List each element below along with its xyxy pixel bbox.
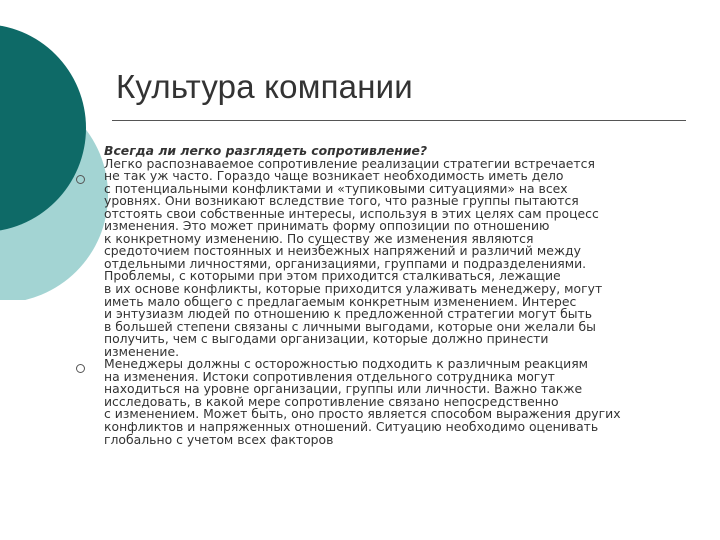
- slide-title: Культура компании: [116, 68, 413, 105]
- item-text: Менеджеры должны с осторожностью подходить к различным реакциям на изменения. Истоки сопротивления отдельного сотрудника могут находиться на уровне организации, группы или личности. Важно также исследовать, в какой мере сопротивление связано непосредственно с изменением. Может быть, оно просто является способом выражения других конфликтов и напряженных отношений. Ситуацию необходимо оценивать глобально с учетом всех факторов: [104, 356, 621, 447]
- item-text: Легко распознаваемое сопротивление реализации стратегии встречается не так уж часто. Гораздо чаще возникает необходимость иметь дело с потенциальными конфликтами и «тупиковыми ситуациями» на всех уровнях. Они возникают вследствие того, что разные группы пытаются отстоять свои собственные интересы, используя в этих целях сам процесс изменения. Это может принимать форму оппозиции по отношению к конкретному изменению. По существу же изменения являются средоточием постоянных и неизбежных напряжений и различий между отдельными личностями, организациями, группами и подразделениями. Проблемы, с которыми при этом приходится сталкиваться, лежащие в их основе конфликты, которые приходится улаживать менеджеру, могут иметь мало общего с предлагаемым конкретным изменением. Интерес и энтузиазм людей по отношению к предложенной стратегии могут быть в большей степени связаны с личными выгодами, которые они желали бы получить, чем с выгодами организации, которые должно принести изменение.: [104, 155, 603, 359]
- bullet-list: [104, 145, 664, 446]
- title-divider: [112, 120, 686, 121]
- circle-bullet-icon: [76, 364, 85, 373]
- list-item: [104, 358, 664, 446]
- list-item: [104, 145, 664, 358]
- item-heading: Всегда ли легко разглядеть сопротивление?: [104, 143, 428, 158]
- decorative-circles: [0, 0, 120, 300]
- circle-bullet-icon: [76, 175, 85, 184]
